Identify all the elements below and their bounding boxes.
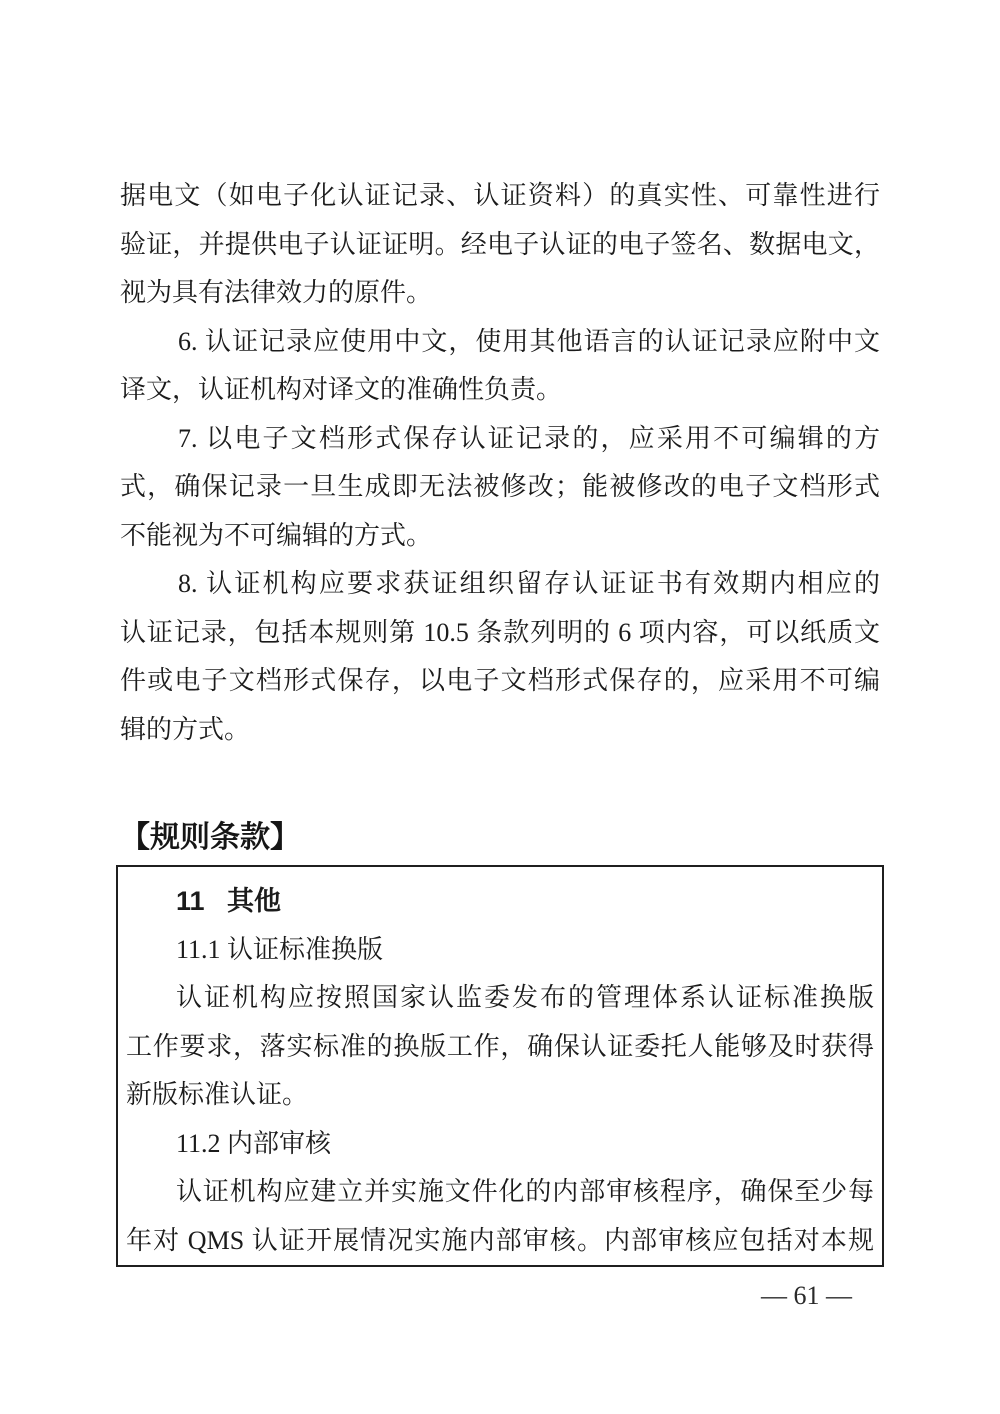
text-line: 新版标准认证。 [126, 1080, 309, 1109]
text-line: 8. 认证机构应要求获证组织留存认证证书有效期内相应的 [178, 569, 880, 598]
text-line: 译文，认证机构对译文的准确性负责。 [120, 375, 563, 404]
paragraph [120, 172, 880, 318]
text-line: 认证机构应建立并实施文件化的内部审核程序，确保至少每 [176, 1177, 874, 1206]
section-heading: 【规则条款】 [120, 821, 300, 854]
text-line: 件或电子文档形式保存，以电子文档形式保存的，应采用不可编 [120, 666, 880, 695]
body-text [120, 172, 880, 754]
text-line: 式，确保记录一旦生成即无法被修改；能被修改的电子文档形式 [120, 472, 880, 501]
text-line: 辑的方式。 [120, 714, 251, 744]
page-number: — 61 — [761, 1281, 852, 1310]
text-line: 据电文（如电子化认证记录、认证资料）的真实性、可靠性进行 [120, 181, 880, 210]
rule-clause-box [116, 865, 884, 1267]
text-line: 11.1 认证标准换版 [176, 934, 384, 964]
rule-clause-text [126, 877, 874, 1265]
text-line: 验证，并提供电子认证证明。经电子认证的电子签名、数据电文， [120, 229, 880, 259]
paragraph [120, 560, 880, 754]
paragraph [120, 318, 880, 415]
text-line: 7. 以电子文档形式保存认证记录的，应采用不可编辑的方 [178, 423, 880, 453]
text-line: 工作要求，落实标准的换版工作，确保认证委托人能够及时获得 [126, 1031, 874, 1061]
text-line: 6. 认证记录应使用中文，使用其他语言的认证记录应附中文 [178, 326, 880, 356]
text-line: 认证机构应按照国家认监委发布的管理体系认证标准换版 [176, 983, 874, 1012]
text-line: 不能视为不可编辑的方式。 [120, 520, 433, 550]
text-line: 视为具有法律效力的原件。 [120, 278, 433, 307]
text-line: 年对 QMS 认证开展情况实施内部审核。内部审核应包括对本规 [126, 1225, 874, 1255]
text-line: 11.2 内部审核 [176, 1128, 332, 1158]
paragraph [120, 415, 880, 561]
text-line: 认证记录，包括本规则第 10.5 条款列明的 6 项内容，可以纸质文 [120, 617, 880, 647]
text-line: 11 其他 [176, 886, 282, 916]
